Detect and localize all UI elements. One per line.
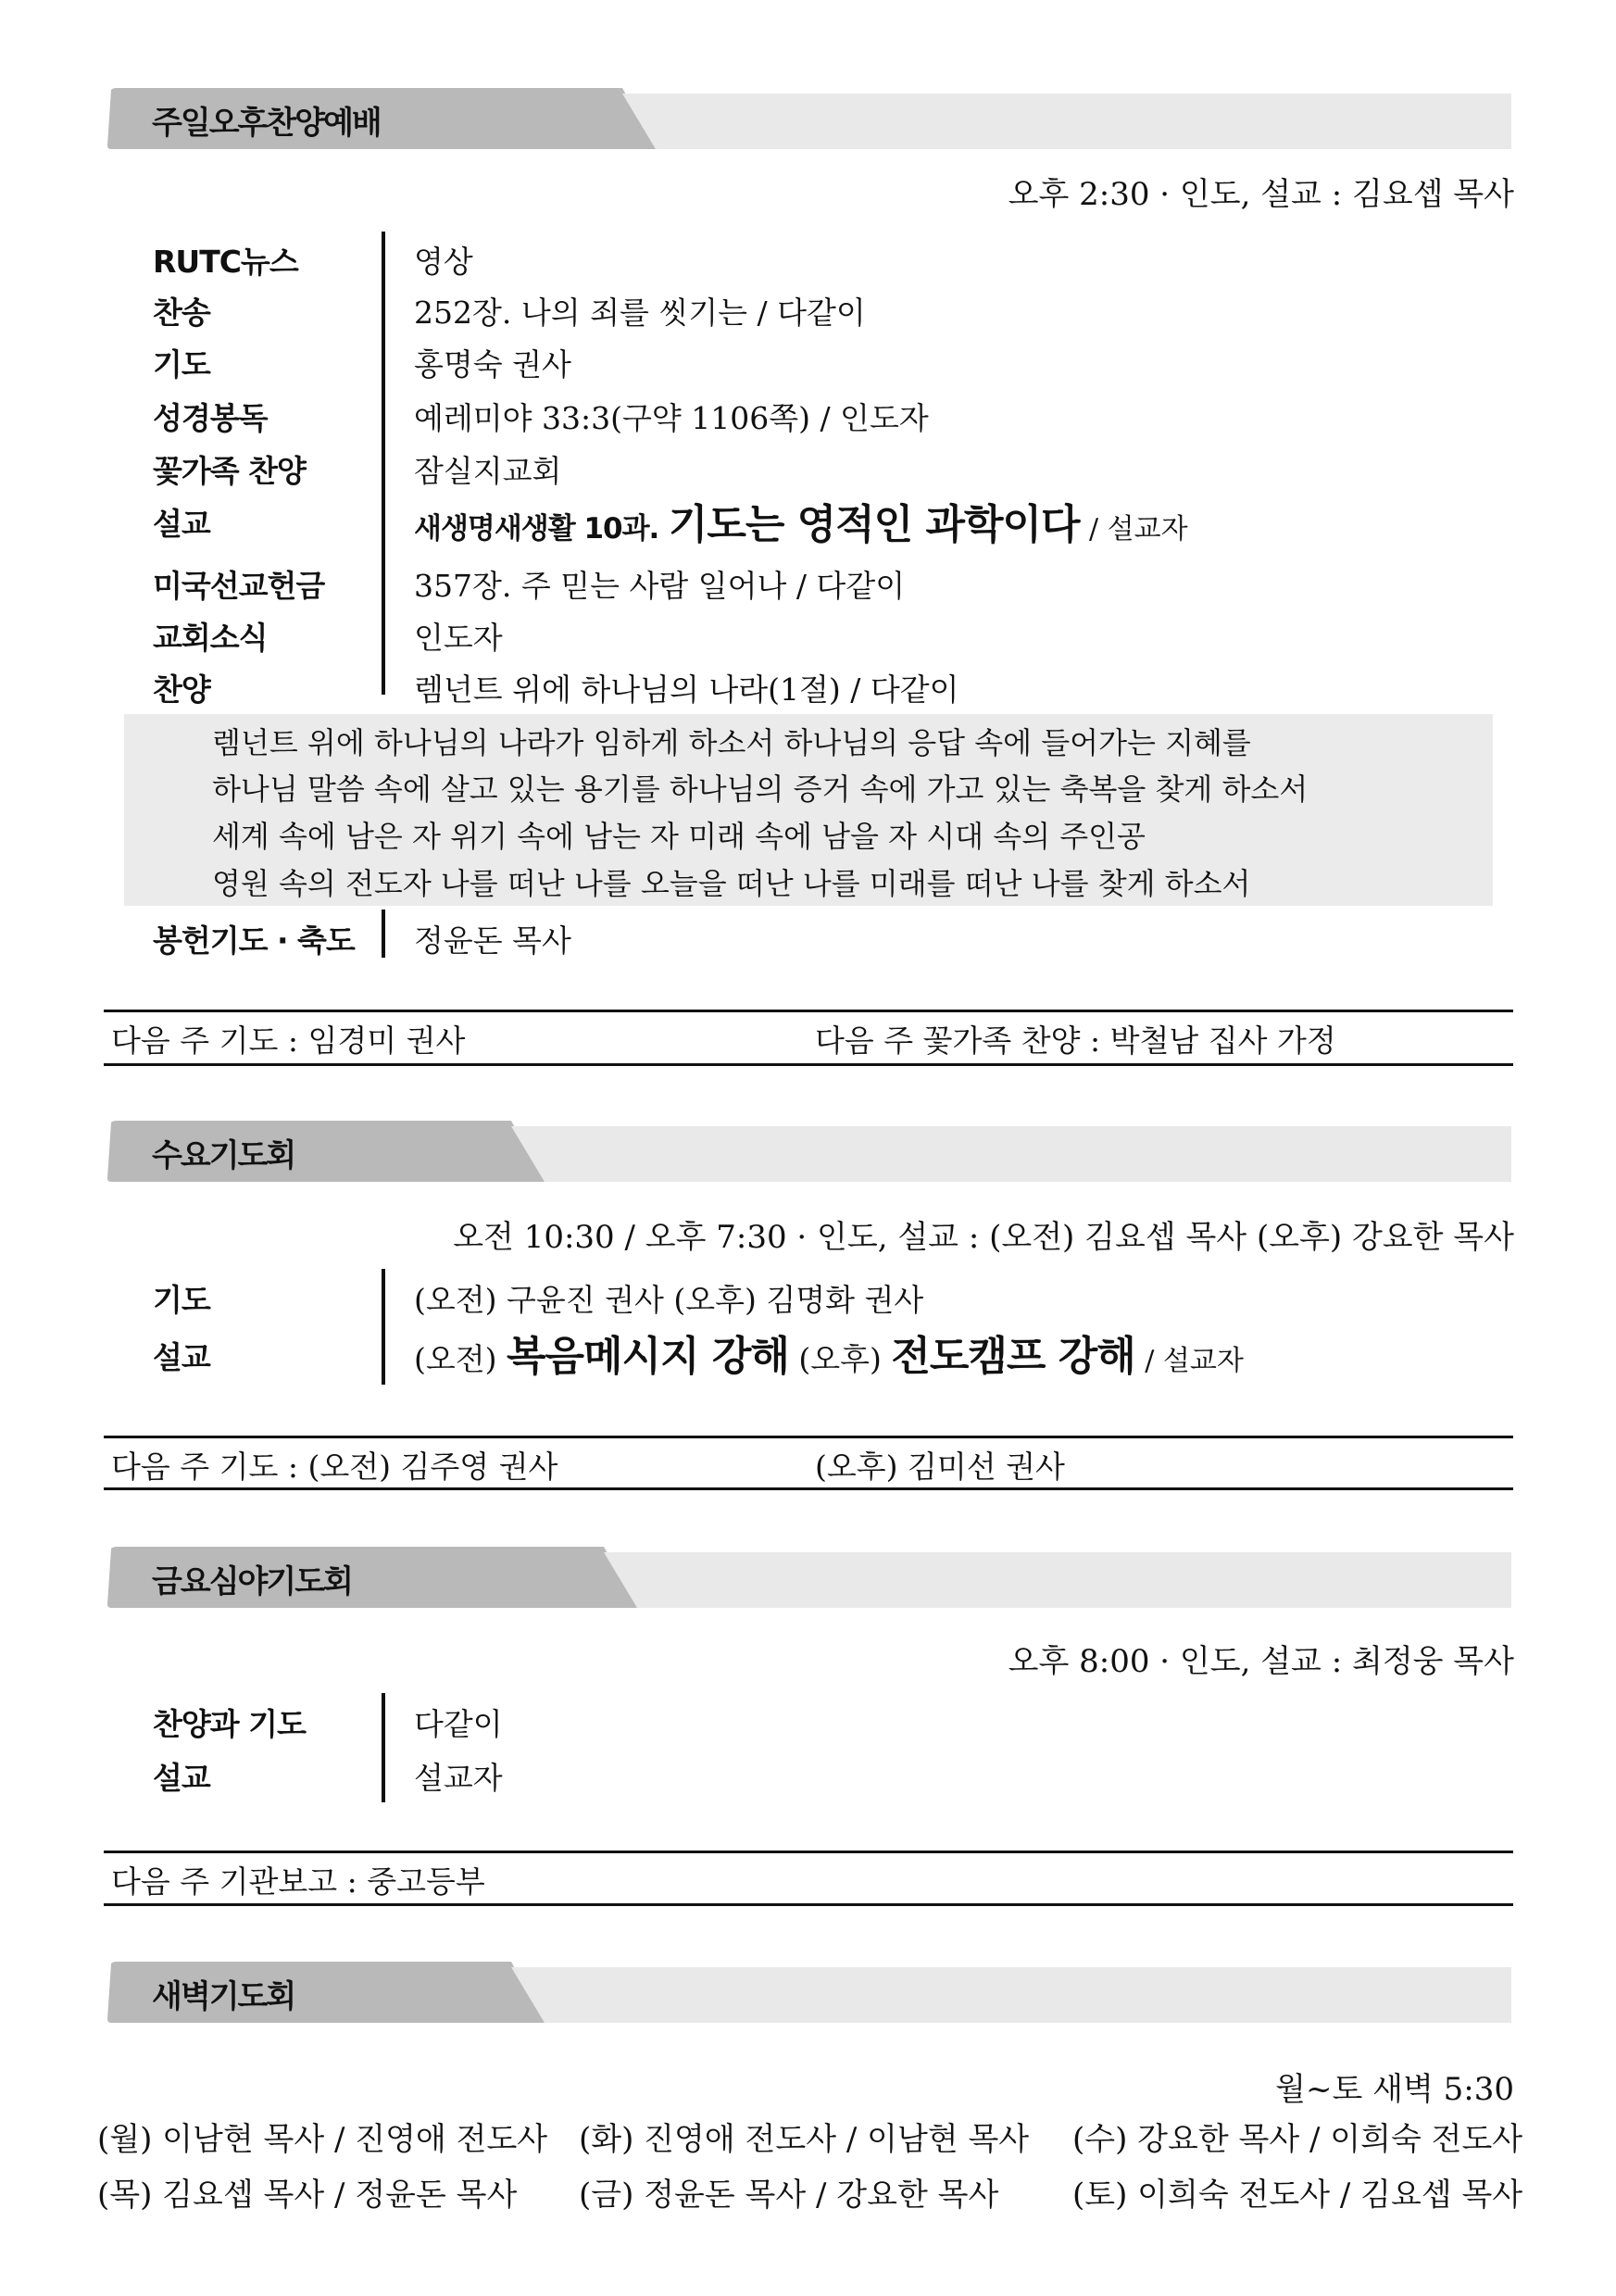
sermon-suffix: / 설교자: [1145, 1345, 1244, 1377]
dawn-schedule-item: (금) 정윤돈 목사 / 강요한 목사: [579, 2177, 999, 2214]
dawn-schedule-item: (월) 이남현 목사 / 진영애 전도사: [97, 2121, 548, 2158]
section-header-sunday: [104, 86, 1511, 151]
lyrics-line: 하나님 말씀 속에 살고 있는 용기를 하나님의 증거 속에 가고 있는 축복을 찾게 하소서: [212, 772, 1309, 807]
dawn-schedule-item: (목) 김요셉 목사 / 정윤돈 목사: [97, 2177, 518, 2214]
service-time: 월~토 새벽 5:30: [1275, 2071, 1514, 2108]
row-label: 봉헌기도 · 축도: [153, 922, 355, 959]
rule-top: [104, 1436, 1513, 1438]
row-value: 357장. 주 믿는 사람 일어나 / 다같이: [414, 568, 906, 604]
lyrics-line: 영원 속의 전도자 나를 떠난 나를 오늘을 떠난 나를 미래를 떠난 나를 찾게 하소서: [212, 866, 1251, 901]
section-header-dawn: [104, 1960, 1511, 2025]
dawn-schedule-item: (수) 강요한 목사 / 이희숙 전도사: [1072, 2121, 1523, 2158]
row-value: 렘넌트 위에 하나님의 나라(1절) / 다같이: [414, 671, 959, 708]
next-week-choir: 다음 주 꽃가족 찬양 : 박철남 집사 가정: [815, 1023, 1336, 1059]
row-value: 영상: [414, 244, 473, 280]
am-sermon-title: 복음메시지 강해: [507, 1333, 789, 1380]
rule-bottom: [104, 1063, 1513, 1066]
divider-bar: [382, 1269, 385, 1385]
next-week-prayer: 다음 주 기도 : 임경미 권사: [111, 1023, 466, 1059]
sermon-series: 새생명새생활 10과.: [414, 512, 659, 546]
rule-bottom: [104, 1487, 1513, 1490]
next-week-prayer: 다음 주 기도 : (오전) 김주영 권사: [111, 1449, 558, 1485]
sermon-title: 기도는 영적인 과학이다: [668, 501, 1080, 548]
rule-bottom: [104, 1903, 1513, 1906]
section-title: 주일오후찬양예배: [152, 105, 381, 142]
row-value: 인도자: [414, 620, 503, 656]
row-value: 252장. 나의 죄를 씻기는 / 다같이: [414, 295, 866, 331]
am-tag: (오전): [414, 1341, 497, 1377]
divider-bar: [382, 1693, 385, 1802]
row-value: 예레미야 33:3(구약 1106쪽) / 인도자: [414, 400, 929, 436]
lyrics-line: 세계 속에 남은 자 위기 속에 남는 자 미래 속에 남을 자 시대 속의 주인공: [212, 819, 1146, 854]
section-title: 새벽기도회: [152, 1978, 295, 2015]
section-header-wednesday: [104, 1119, 1511, 1184]
row-label: 설교: [153, 1760, 210, 1796]
row-label: 기도: [153, 346, 210, 383]
rule-top: [104, 1010, 1513, 1012]
dawn-schedule-item: (토) 이희숙 전도사 / 김요셉 목사: [1072, 2177, 1523, 2214]
row-value: 설교자: [414, 1760, 503, 1796]
dawn-schedule-item: (화) 진영애 전도사 / 이남현 목사: [579, 2121, 1030, 2158]
row-label: RUTC뉴스: [153, 244, 298, 280]
row-value: 홍명숙 권사: [414, 346, 571, 383]
service-time: 오후 2:30 · 인도, 설교 : 김요셉 목사: [1008, 176, 1514, 213]
lyrics-box: [124, 714, 1493, 906]
sermon-value: [414, 491, 1188, 550]
row-label: 기도: [153, 1282, 210, 1318]
row-label: 꽃가족 찬양: [153, 453, 306, 489]
row-value: 다같이: [414, 1706, 503, 1742]
divider-bar: [382, 910, 385, 958]
pm-tag: (오후): [798, 1341, 882, 1377]
rule-top: [104, 1851, 1513, 1853]
row-label: 성경봉독: [153, 400, 268, 436]
pm-sermon-title: 전도캠프 강해: [891, 1333, 1135, 1380]
service-time: 오후 8:00 · 인도, 설교 : 최정웅 목사: [1008, 1643, 1514, 1680]
row-label: 설교: [153, 506, 210, 542]
row-value: 정윤돈 목사: [414, 922, 571, 959]
service-time: 오전 10:30 / 오후 7:30 · 인도, 설교 : (오전) 김요셉 목사 (오후) 강요한 목사: [453, 1219, 1514, 1256]
row-label: 설교: [153, 1339, 210, 1375]
section-header-tab-shape: [104, 1119, 1511, 1184]
next-week-report: 다음 주 기관보고 : 중고등부: [111, 1863, 485, 1900]
next-week-prayer-pm: (오후) 김미선 권사: [815, 1449, 1065, 1485]
sermon-value: [414, 1323, 1244, 1382]
section-header-tab-shape: [104, 1960, 1511, 2025]
lyrics-line: 렘넌트 위에 하나님의 나라가 임하게 하소서 하나님의 응답 속에 들어가는 지혜를: [212, 725, 1251, 760]
section-title: 수요기도회: [152, 1137, 295, 1174]
row-label: 미국선교헌금: [153, 568, 325, 604]
section-title: 금요심야기도회: [152, 1563, 352, 1600]
row-value: (오전) 구윤진 권사 (오후) 김명화 권사: [414, 1282, 924, 1318]
sermon-suffix: / 설교자: [1089, 513, 1188, 546]
row-label: 교회소식: [153, 620, 268, 656]
divider-bar: [382, 232, 385, 695]
row-value: 잠실지교회: [414, 453, 562, 489]
row-label: 찬양과 기도: [153, 1706, 306, 1742]
row-label: 찬양: [153, 671, 210, 708]
section-header-friday: [104, 1545, 1511, 1610]
row-label: 찬송: [153, 295, 210, 331]
